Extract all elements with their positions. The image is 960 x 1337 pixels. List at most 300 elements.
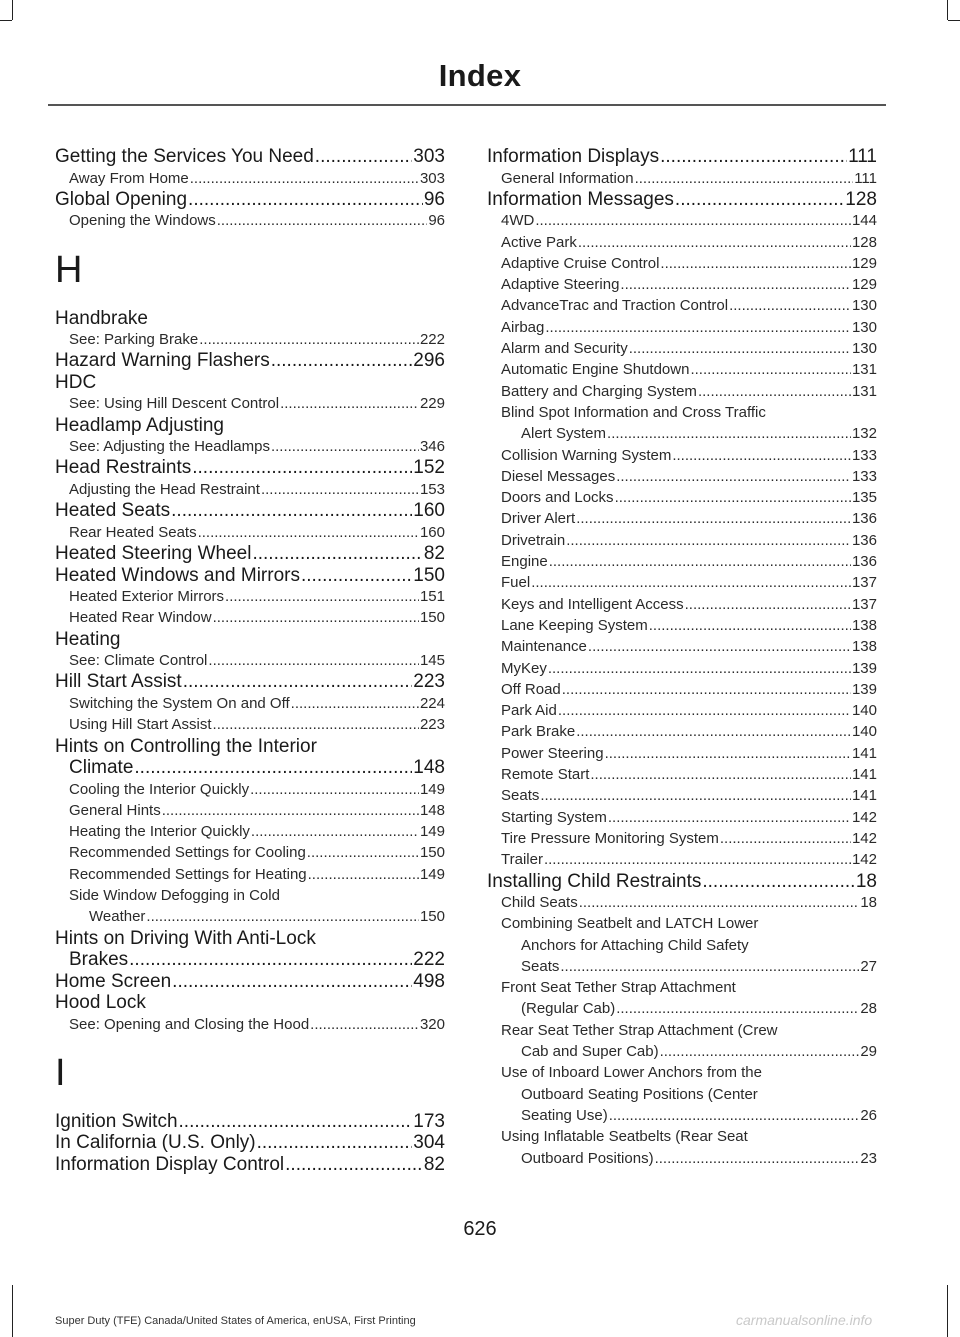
index-entry xyxy=(55,1111,445,1133)
entry-page-number: 138 xyxy=(851,638,877,656)
index-section-letter: H xyxy=(55,248,83,291)
entry-label: Power Steering xyxy=(501,744,604,762)
entry-page-number: 346 xyxy=(419,438,445,456)
entry-label: Recommended Settings for Cooling xyxy=(69,844,306,862)
entry-label: Maintenance xyxy=(501,638,587,656)
entry-label: Recommended Settings for Heating xyxy=(69,865,307,883)
entry-label: Seats xyxy=(521,957,560,975)
dot-leader xyxy=(129,949,412,971)
entry-page-number: 153 xyxy=(419,480,445,498)
dot-leader xyxy=(635,168,854,189)
index-entry xyxy=(55,736,445,758)
entry-page-number: 141 xyxy=(851,744,877,762)
entry-label: Opening the Windows xyxy=(69,212,216,230)
dot-leader xyxy=(252,543,422,565)
page-title: Index xyxy=(438,58,522,93)
entry-label: Active Park xyxy=(501,233,577,251)
page-number: 626 xyxy=(463,1218,497,1240)
entry-label: Front Seat Tether Strap Attachment xyxy=(501,979,736,997)
dot-leader xyxy=(629,338,851,359)
dot-leader xyxy=(213,607,419,628)
entry-page-number: 130 xyxy=(851,340,877,358)
index-subentry xyxy=(487,636,877,657)
entry-page-number: 129 xyxy=(851,254,877,272)
dot-leader xyxy=(655,1148,860,1169)
entry-page-number: 150 xyxy=(419,609,445,627)
entry-label: Heated Rear Window xyxy=(69,609,212,627)
dot-leader xyxy=(315,146,413,168)
index-subentry xyxy=(487,721,877,742)
entry-page-number: 142 xyxy=(851,808,877,826)
entry-page-number: 139 xyxy=(851,680,877,698)
dot-leader xyxy=(531,572,851,593)
index-entry xyxy=(55,971,445,993)
dot-leader xyxy=(560,956,859,977)
entry-page-number: 142 xyxy=(851,829,877,847)
index-entry xyxy=(55,146,445,168)
entry-label: See: Parking Brake xyxy=(69,331,199,349)
index-subentry xyxy=(487,743,877,764)
entry-page-number: 18 xyxy=(860,894,877,911)
entry-page-number: 131 xyxy=(851,382,877,400)
entry-label: Away From Home xyxy=(69,169,189,187)
dot-leader xyxy=(192,457,412,479)
entry-page-number: 223 xyxy=(419,716,445,734)
dot-leader xyxy=(261,479,419,500)
dot-leader xyxy=(257,1132,413,1154)
entry-label: Home Screen xyxy=(55,970,172,992)
entry-label: Heating the Interior Quickly xyxy=(69,823,250,841)
entry-page-number: 149 xyxy=(419,780,445,798)
entry-label: Hill Start Assist xyxy=(55,671,182,693)
entry-label: Doors and Locks xyxy=(501,489,614,507)
index-subentry xyxy=(487,1020,877,1041)
index-subentry xyxy=(487,1062,877,1083)
entry-page-number: 139 xyxy=(851,659,877,677)
entry-page-number: 148 xyxy=(419,801,445,819)
entry-page-number: 140 xyxy=(851,723,877,741)
entry-page-number: 144 xyxy=(851,212,877,230)
crop-mark-top-right xyxy=(947,0,948,20)
dot-leader xyxy=(285,1154,423,1176)
entry-label: Information Displays xyxy=(487,146,660,167)
index-subentry xyxy=(487,700,877,721)
watermark: carmanualsonline.info xyxy=(736,1312,873,1328)
dot-leader xyxy=(199,329,419,350)
dot-leader xyxy=(172,971,412,993)
entry-page-number: 142 xyxy=(851,851,877,869)
dot-leader xyxy=(548,658,851,679)
entry-label: See: Opening and Closing the Hood xyxy=(69,1015,310,1033)
index-subentry xyxy=(487,615,877,636)
dot-leader xyxy=(729,295,851,316)
dot-leader xyxy=(310,1014,419,1035)
entry-label: Driver Alert xyxy=(501,510,576,528)
entry-page-number: 130 xyxy=(851,318,877,336)
entry-label: Hints on Driving With Anti-Lock xyxy=(55,927,316,949)
index-subentry xyxy=(487,935,877,956)
entry-label: Hints on Controlling the Interior xyxy=(55,735,317,757)
entry-label: Outboard Seating Positions (Center xyxy=(521,1085,758,1103)
index-entry xyxy=(55,629,445,651)
index-subentry xyxy=(55,693,445,714)
entry-label: In California (U.S. Only) xyxy=(55,1132,256,1154)
entry-page-number: 128 xyxy=(845,188,877,210)
entry-label: Installing Child Restraints xyxy=(487,870,702,892)
entry-page-number: 82 xyxy=(423,543,445,565)
entry-page-number: 320 xyxy=(419,1015,445,1033)
entry-page-number: 222 xyxy=(419,331,445,349)
entry-label: Heated Steering Wheel xyxy=(55,543,252,565)
entry-label: Side Window Defogging in Cold xyxy=(69,887,280,905)
entry-label: Hood Lock xyxy=(55,992,146,1014)
dot-leader xyxy=(183,671,413,693)
index-entry xyxy=(55,565,445,587)
dot-leader xyxy=(190,168,419,189)
entry-label: Switching the System On and Off xyxy=(69,694,290,712)
index-subentry xyxy=(487,679,877,700)
index-subentry xyxy=(55,864,445,885)
index-subentry xyxy=(55,210,445,231)
dot-leader xyxy=(188,189,423,211)
index-entry xyxy=(55,308,445,330)
entry-label: Alarm and Security xyxy=(501,340,628,358)
entry-page-number: 136 xyxy=(851,531,877,549)
index-subentry xyxy=(487,295,877,316)
dot-leader xyxy=(660,146,847,168)
entry-label: Heated Windows and Mirrors xyxy=(55,564,300,586)
dot-leader xyxy=(301,565,412,587)
header-rule xyxy=(48,104,886,106)
entry-label: Fuel xyxy=(501,574,531,592)
entry-label: Cooling the Interior Quickly xyxy=(69,780,250,798)
index-subentry xyxy=(55,329,445,350)
entry-label: Heating xyxy=(55,628,121,650)
index-subentry xyxy=(487,423,877,444)
crop-mark-top-left-h xyxy=(0,20,12,21)
entry-label: Rear Heated Seats xyxy=(69,523,197,541)
dot-leader xyxy=(213,714,419,735)
entry-label: Handbrake xyxy=(55,307,148,329)
index-subentry xyxy=(487,210,877,231)
entry-page-number: 303 xyxy=(413,146,445,167)
index-subentry xyxy=(487,253,877,274)
entry-page-number: 140 xyxy=(851,702,877,720)
dot-leader xyxy=(649,615,851,636)
index-entry xyxy=(55,500,445,522)
index-entry xyxy=(487,189,877,211)
entry-label: Park Brake xyxy=(501,723,576,741)
entry-label: Battery and Charging System xyxy=(501,382,697,400)
index-subentry xyxy=(487,232,877,253)
entry-page-number: 26 xyxy=(860,1106,877,1124)
entry-page-number: 173 xyxy=(413,1110,445,1132)
index-entry xyxy=(55,928,445,950)
dot-leader xyxy=(291,693,419,714)
entry-page-number: 148 xyxy=(413,757,445,779)
dot-leader xyxy=(578,232,851,253)
index-subentry xyxy=(55,821,445,842)
dot-leader xyxy=(217,210,428,231)
index-subentry xyxy=(487,807,877,828)
entry-page-number: 29 xyxy=(860,1043,877,1061)
entry-label: Rear Seat Tether Strap Attachment (Crew xyxy=(501,1021,778,1039)
dot-leader xyxy=(702,871,854,893)
dot-leader xyxy=(605,743,851,764)
entry-page-number: 82 xyxy=(423,1153,445,1175)
entry-label: Airbag xyxy=(501,318,545,336)
dot-leader xyxy=(307,842,419,863)
entry-label: Use of Inboard Lower Anchors from the xyxy=(501,1064,762,1082)
index-subentry xyxy=(55,779,445,800)
entry-label: See: Adjusting the Headlamps xyxy=(69,438,270,456)
dot-leader xyxy=(576,721,851,742)
index-subentry xyxy=(55,906,445,927)
entry-page-number: 128 xyxy=(851,233,877,251)
entry-page-number: 149 xyxy=(419,823,445,841)
index-entry xyxy=(55,671,445,693)
dot-leader xyxy=(609,1105,860,1126)
entry-page-number: 229 xyxy=(419,395,445,413)
entry-label: Lane Keeping System xyxy=(501,616,648,634)
footer-text: Super Duty (TFE) Canada/United States of America, enUSA, First Printing xyxy=(55,1315,416,1327)
index-subentry xyxy=(55,650,445,671)
entry-page-number: 132 xyxy=(851,425,877,443)
dot-leader xyxy=(566,530,851,551)
index-subentry xyxy=(487,381,877,402)
index-subentry xyxy=(55,1014,445,1035)
dot-leader xyxy=(607,423,851,444)
dot-leader xyxy=(134,757,412,779)
dot-leader xyxy=(660,1041,860,1062)
crop-mark-top-left xyxy=(12,0,13,20)
entry-page-number: 303 xyxy=(419,169,445,187)
entry-label: HDC xyxy=(55,371,97,393)
index-subentry xyxy=(487,402,877,423)
entry-page-number: 28 xyxy=(860,1000,877,1018)
entry-page-number: 223 xyxy=(413,671,445,693)
entry-label: Headlamp Adjusting xyxy=(55,414,224,436)
index-subentry xyxy=(487,572,877,593)
dot-leader xyxy=(620,274,851,295)
index-entry xyxy=(55,415,445,437)
index-entry xyxy=(55,992,445,1014)
index-subentry xyxy=(487,849,877,870)
entry-label: Combining Seatbelt and LATCH Lower xyxy=(501,915,759,933)
index-column-right xyxy=(487,146,877,1169)
entry-page-number: 137 xyxy=(851,595,877,613)
index-subentry xyxy=(487,1148,877,1169)
dot-leader xyxy=(616,998,859,1019)
dot-leader xyxy=(549,551,851,572)
index-subentry xyxy=(487,1126,877,1147)
index-subentry xyxy=(55,436,445,457)
dot-leader xyxy=(698,381,851,402)
dot-leader xyxy=(179,1111,413,1133)
index-subentry xyxy=(487,338,877,359)
index-subentry xyxy=(55,800,445,821)
dot-leader xyxy=(280,393,419,414)
dot-leader xyxy=(608,807,851,828)
entry-page-number: 151 xyxy=(419,588,445,606)
index-subentry xyxy=(487,828,877,849)
dot-leader xyxy=(208,650,419,671)
entry-page-number: 131 xyxy=(851,361,877,379)
index-entry xyxy=(55,372,445,394)
dot-leader xyxy=(558,700,851,721)
entry-page-number: 150 xyxy=(419,844,445,862)
entry-label: Anchors for Attaching Child Safety xyxy=(521,936,749,954)
entry-label: Cab and Super Cab) xyxy=(521,1043,659,1061)
entry-label: Adaptive Steering xyxy=(501,276,620,294)
index-entry xyxy=(487,871,877,893)
index-entry xyxy=(55,350,445,372)
dot-leader xyxy=(250,779,419,800)
index-entry xyxy=(55,757,445,779)
dot-leader xyxy=(562,679,851,700)
index-entry xyxy=(55,457,445,479)
entry-label: Off Road xyxy=(501,680,561,698)
dot-leader xyxy=(615,487,851,508)
index-entry xyxy=(55,1132,445,1154)
index-subentry xyxy=(487,317,877,338)
entry-page-number: 18 xyxy=(855,870,877,892)
index-subentry xyxy=(487,892,877,913)
entry-page-number: 160 xyxy=(419,523,445,541)
entry-label: Using Inflatable Seatbelts (Rear Seat xyxy=(501,1128,748,1146)
entry-label: Global Opening xyxy=(55,188,188,210)
index-subentry xyxy=(487,445,877,466)
entry-page-number: 141 xyxy=(851,766,877,784)
entry-page-number: 152 xyxy=(413,457,445,479)
dot-leader xyxy=(675,189,844,211)
entry-page-number: 133 xyxy=(851,446,877,464)
entry-label: Trailer xyxy=(501,851,543,869)
entry-page-number: 136 xyxy=(851,510,877,528)
entry-page-number: 27 xyxy=(860,957,877,975)
entry-page-number: 133 xyxy=(851,467,877,485)
entry-label: Brakes xyxy=(69,949,129,971)
entry-label: Hazard Warning Flashers xyxy=(55,350,270,372)
index-subentry xyxy=(487,530,877,551)
entry-label: Automatic Engine Shutdown xyxy=(501,361,690,379)
entry-page-number: 130 xyxy=(851,297,877,315)
entry-label: Information Messages xyxy=(487,188,674,210)
index-subentry xyxy=(487,487,877,508)
entry-label: Getting the Services You Need xyxy=(55,146,314,167)
entry-label: General Hints xyxy=(69,801,161,819)
dot-leader xyxy=(590,764,851,785)
index-subentry xyxy=(487,359,877,380)
dot-leader xyxy=(616,466,851,487)
index-subentry xyxy=(487,1084,877,1105)
entry-page-number: 150 xyxy=(419,908,445,926)
entry-page-number: 23 xyxy=(860,1149,877,1167)
entry-page-number: 137 xyxy=(851,574,877,592)
dot-leader xyxy=(225,586,419,607)
index-subentry xyxy=(487,998,877,1019)
entry-page-number: 145 xyxy=(419,652,445,670)
index-subentry xyxy=(487,551,877,572)
index-subentry xyxy=(55,607,445,628)
dot-leader xyxy=(271,436,419,457)
dot-leader xyxy=(720,828,851,849)
entry-label: Using Hill Start Assist xyxy=(69,716,212,734)
dot-leader xyxy=(308,864,419,885)
entry-label: Climate xyxy=(69,757,134,779)
entry-label: Park Aid xyxy=(501,702,557,720)
entry-label: Head Restraints xyxy=(55,457,192,479)
entry-page-number: 150 xyxy=(413,564,445,586)
entry-page-number: 111 xyxy=(854,169,877,187)
index-subentry xyxy=(487,658,877,679)
entry-page-number: 136 xyxy=(851,553,877,571)
index-subentry xyxy=(55,393,445,414)
entry-label: Child Seats xyxy=(501,894,578,911)
entry-page-number: 296 xyxy=(413,350,445,372)
index-subentry xyxy=(487,466,877,487)
entry-label: Seating Use) xyxy=(521,1106,608,1124)
index-subentry xyxy=(55,586,445,607)
entry-label: Diesel Messages xyxy=(501,467,616,485)
index-subentry xyxy=(55,522,445,543)
dot-leader xyxy=(271,350,413,372)
index-entry xyxy=(55,189,445,211)
entry-label: (Regular Cab) xyxy=(521,1000,616,1018)
entry-label: AdvanceTrac and Traction Control xyxy=(501,297,729,315)
entry-page-number: 224 xyxy=(419,694,445,712)
dot-leader xyxy=(535,210,851,231)
index-subentry xyxy=(55,168,445,189)
dot-leader xyxy=(579,892,860,913)
index-subentry xyxy=(487,274,877,295)
entry-label: 4WD xyxy=(501,212,535,230)
index-subentry xyxy=(487,764,877,785)
index-column-left xyxy=(55,146,445,1175)
entry-label: Blind Spot Information and Cross Traffic xyxy=(501,403,766,421)
dot-leader xyxy=(146,906,419,927)
index-subentry xyxy=(55,479,445,500)
entry-label: Tire Pressure Monitoring System xyxy=(501,829,719,847)
entry-label: Starting System xyxy=(501,808,607,826)
dot-leader xyxy=(685,594,851,615)
index-subentry xyxy=(487,956,877,977)
index-subentry xyxy=(487,508,877,529)
dot-leader xyxy=(672,445,851,466)
index-subentry xyxy=(487,594,877,615)
entry-label: General Information xyxy=(501,169,634,187)
dot-leader xyxy=(198,522,419,543)
dot-leader xyxy=(690,359,851,380)
index-subentry xyxy=(487,168,877,189)
dot-leader xyxy=(540,785,851,806)
entry-label: Weather xyxy=(89,908,146,926)
index-subentry xyxy=(55,842,445,863)
entry-label: Remote Start xyxy=(501,766,590,784)
entry-label: See: Using Hill Descent Control xyxy=(69,395,280,413)
dot-leader xyxy=(576,508,851,529)
index-section-letter: I xyxy=(55,1051,66,1094)
entry-label: Collision Warning System xyxy=(501,446,672,464)
entry-label: Adaptive Cruise Control xyxy=(501,254,660,272)
crop-mark-bottom-right xyxy=(947,1285,948,1337)
index-entry xyxy=(55,543,445,565)
dot-leader xyxy=(588,636,851,657)
entry-label: MyKey xyxy=(501,659,547,677)
entry-label: Engine xyxy=(501,553,548,571)
crop-mark-top-right-h xyxy=(948,20,960,21)
entry-page-number: 96 xyxy=(428,212,445,230)
